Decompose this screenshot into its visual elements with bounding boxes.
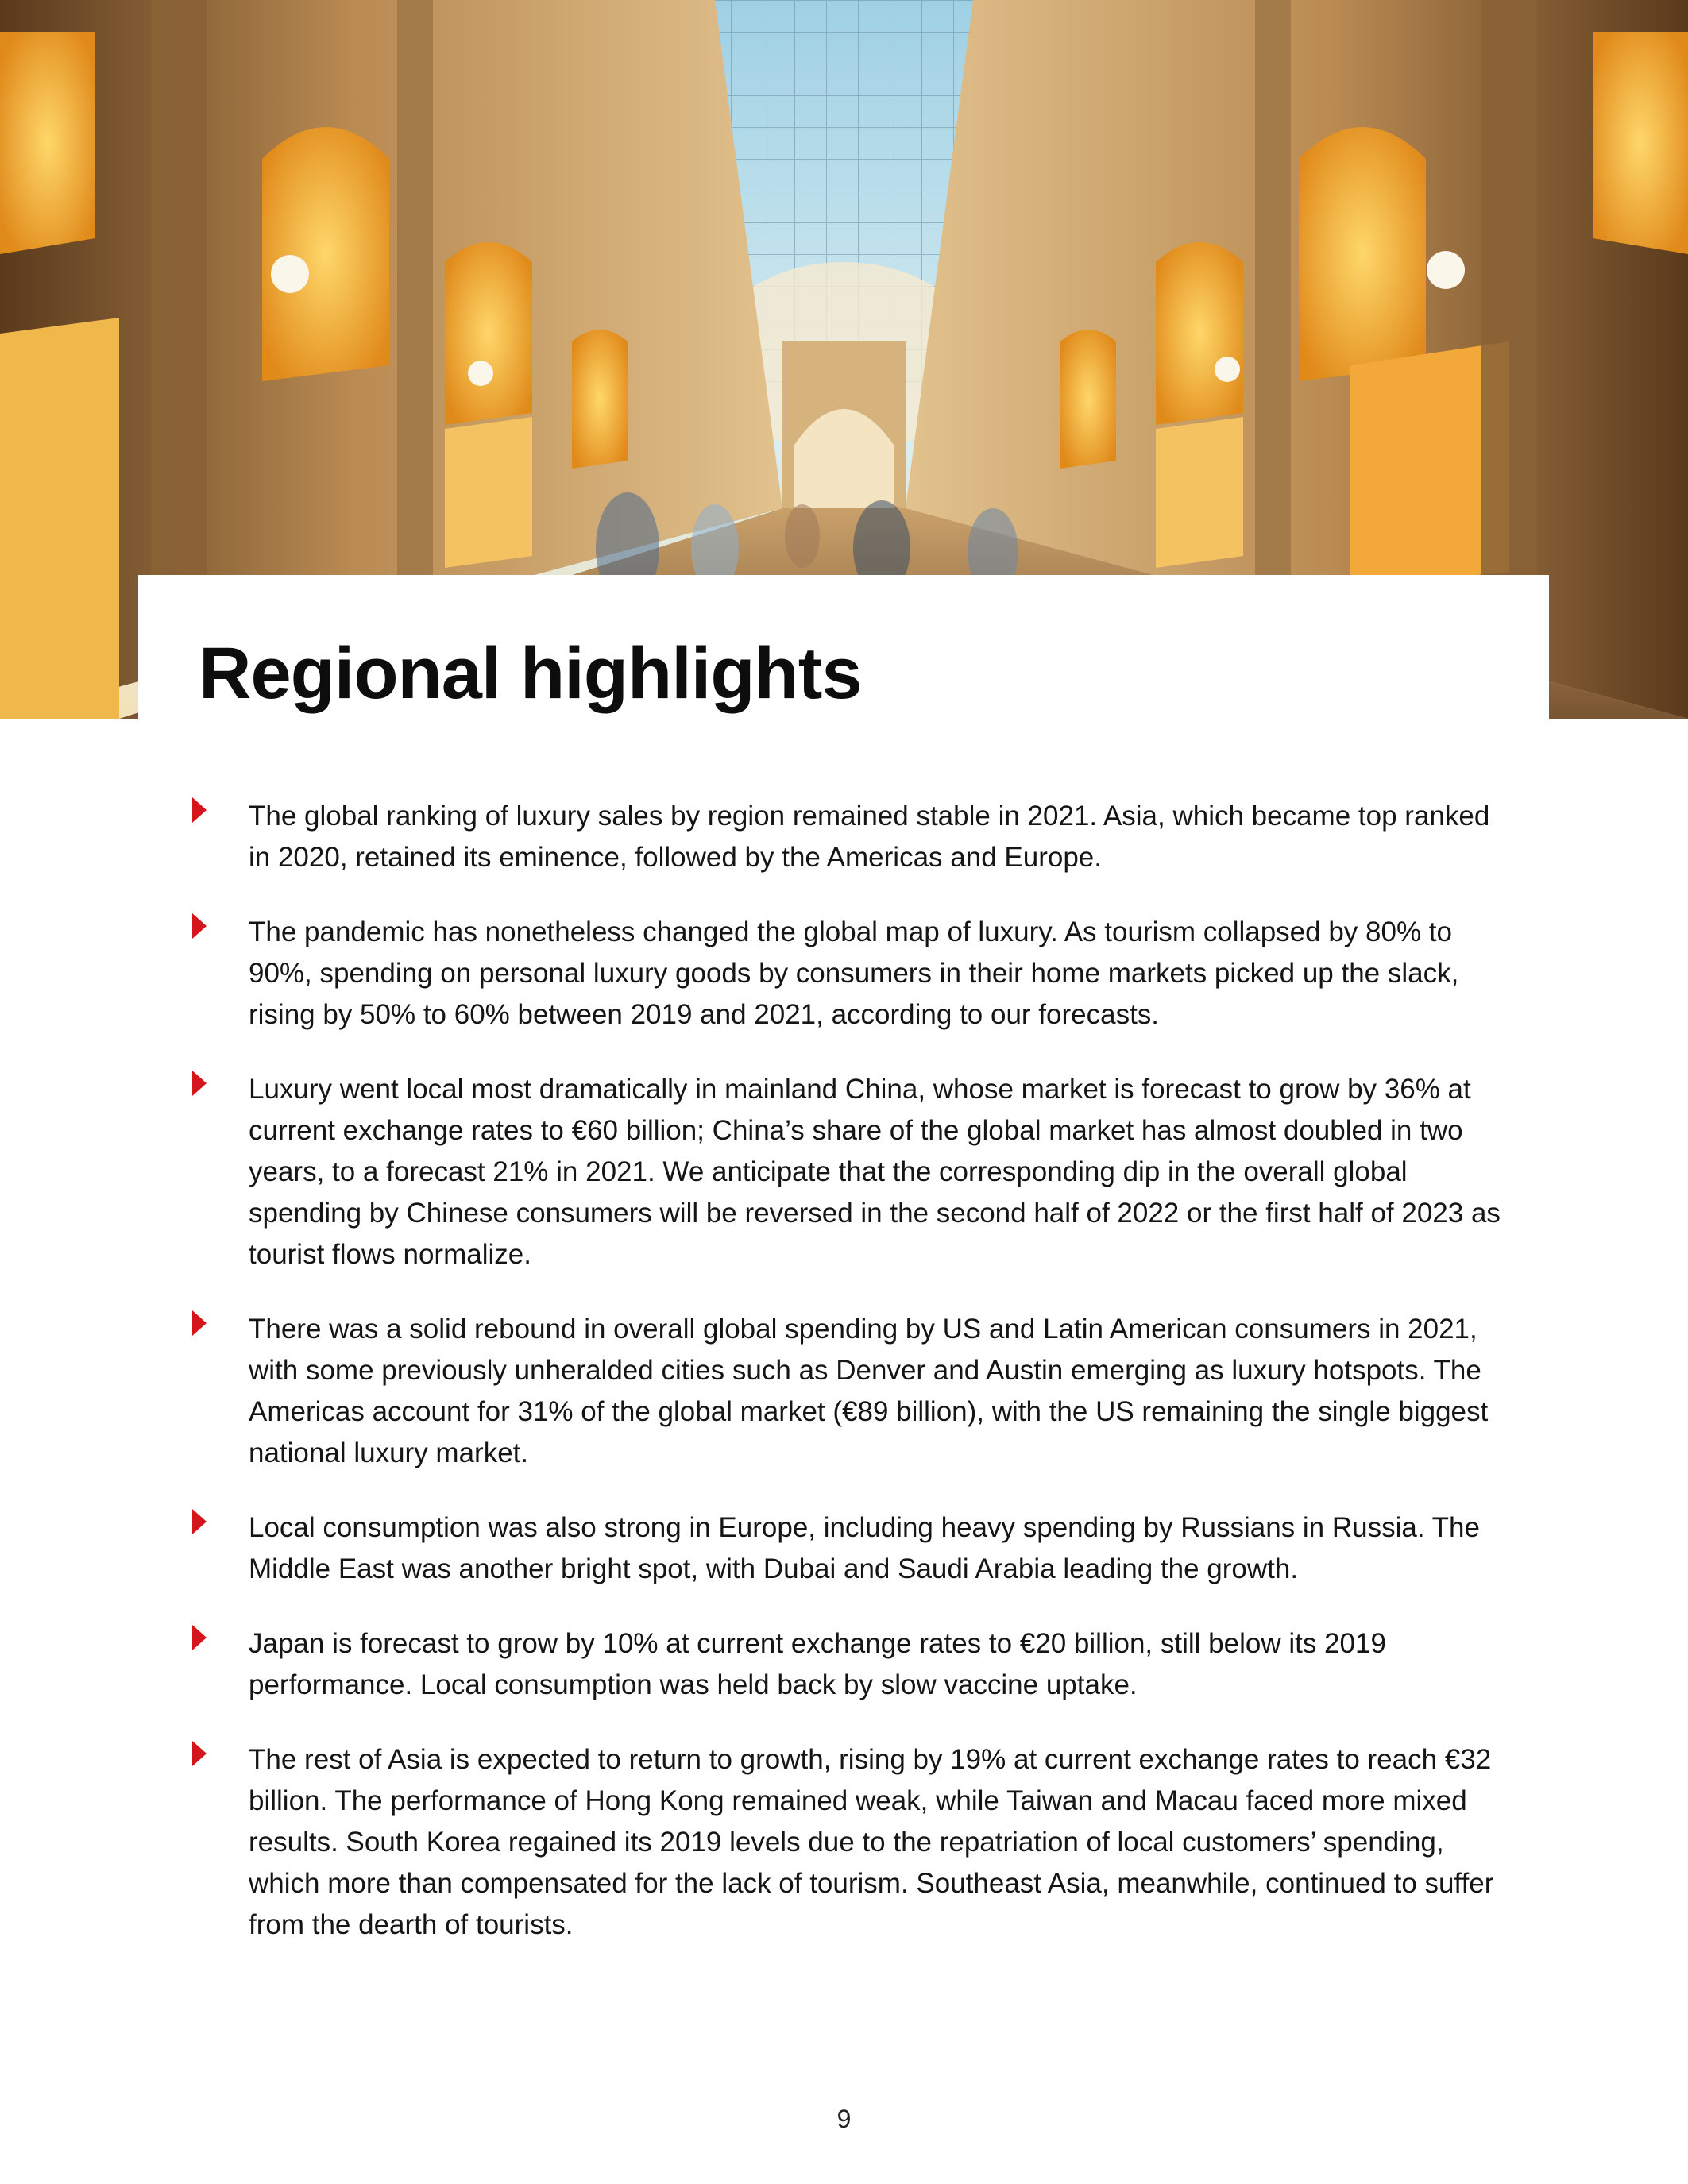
red-triangle-bullet-icon <box>192 1071 207 1096</box>
title-card <box>138 575 1549 734</box>
red-triangle-bullet-icon <box>192 797 207 823</box>
red-triangle-bullet-icon <box>192 1310 207 1336</box>
list-item-text: Local consumption was also strong in Europe, including heavy spending by Russians in Russia. The Middle East was another bright spot, with Dubai and Saudi Arabia leading the growth. <box>249 1512 1480 1584</box>
list-item-text: There was a solid rebound in overall global spending by US and Latin American consumers in 2021, with some previously unheralded cities such as Denver and Austin emerging as luxury hotspots. The Americas account for 31% of the global market (€89 billion), with the US remaining the single biggest national luxury market. <box>249 1314 1489 1468</box>
list-item-text: The rest of Asia is expected to return to growth, rising by 19% at current exchange rates to reach €32 billion. The performance of Hong Kong remained weak, while Taiwan and Macau faced more mixed results. South Korea regained its 2019 levels due to the repatriation of local customers’ spending, which more than compensated for the lack of tourism. Southeast Asia, meanwhile, continued to suffer from the dearth of tourists. <box>249 1744 1494 1940</box>
list-item <box>199 1507 1501 1590</box>
list-item-text: Japan is forecast to grow by 10% at current exchange rates to €20 billion, still below its 2019 performance. Local consumption was held back by slow vaccine uptake. <box>249 1628 1386 1700</box>
highlights-list <box>199 796 1501 1979</box>
list-item <box>199 1309 1501 1474</box>
list-item-text: The global ranking of luxury sales by region remained stable in 2021. Asia, which became top ranked in 2020, retained its eminence, followed by the Americas and Europe. <box>249 801 1490 873</box>
red-triangle-bullet-icon <box>192 1509 207 1534</box>
list-item <box>199 1739 1501 1946</box>
list-item-text: Luxury went local most dramatically in mainland China, whose market is forecast to grow by 36% at current exchange rates to €60 billion; China’s share of the global market has almost doubled in two years, to a forecast 21% in 2021. We anticipate that the corresponding dip in the overall global spending by Chinese consumers will be reversed in the second half of 2022 or the first half of 2023 as tourist flows normalize. <box>249 1074 1501 1270</box>
list-item-text: The pandemic has nonetheless changed the global map of luxury. As tourism collapsed by 80% to 90%, spending on personal luxury goods by consumers in their home markets picked up the slack, rising by 50% to 60% between 2019 and 2021, according to our forecasts. <box>249 916 1459 1030</box>
page-title: Regional highlights <box>199 633 862 714</box>
list-item <box>199 796 1501 878</box>
list-item <box>199 1069 1501 1275</box>
list-item <box>199 912 1501 1036</box>
red-triangle-bullet-icon <box>192 913 207 939</box>
red-triangle-bullet-icon <box>192 1625 207 1650</box>
red-triangle-bullet-icon <box>192 1741 207 1766</box>
page-number: 9 <box>836 2105 852 2133</box>
list-item <box>199 1623 1501 1706</box>
